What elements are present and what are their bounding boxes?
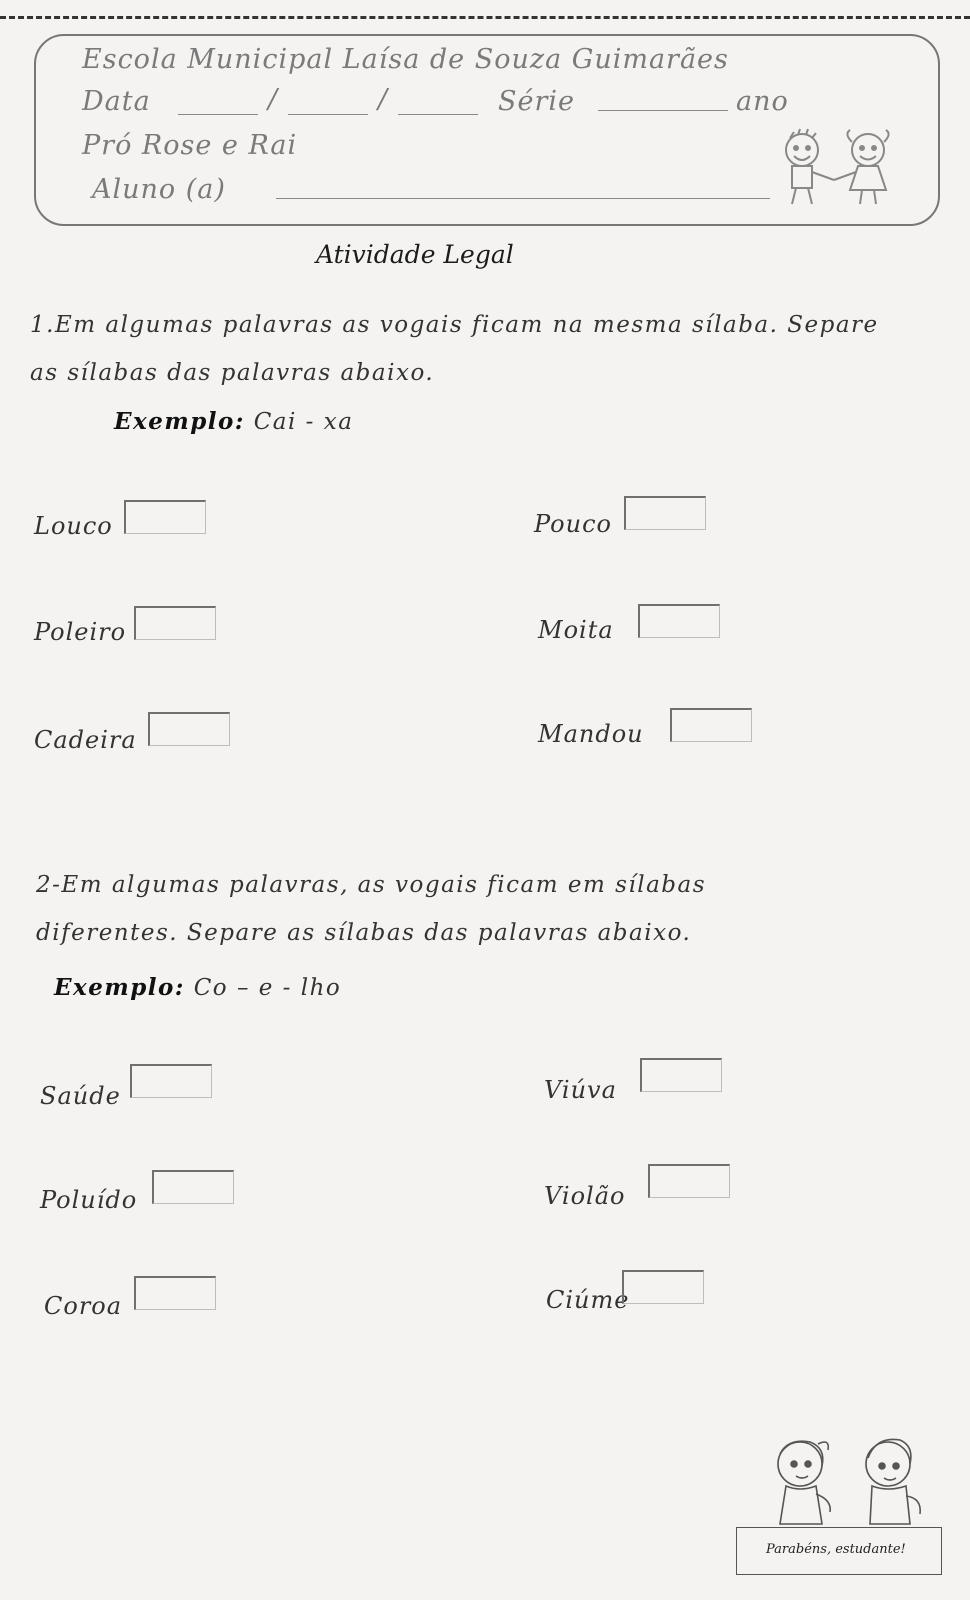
q2-answer-box-violao[interactable] bbox=[648, 1164, 730, 1198]
date-month-blank[interactable] bbox=[288, 114, 368, 115]
date-slash-2: / bbox=[378, 84, 389, 115]
kids-illustration bbox=[772, 128, 912, 208]
q2-answer-box-saude[interactable] bbox=[130, 1064, 212, 1098]
q2-instruction-line1: 2-Em algumas palavras, as vogais ficam em sílabas bbox=[36, 872, 707, 898]
date-slash-1: / bbox=[268, 84, 279, 115]
student-label: Aluno (a) bbox=[92, 174, 226, 205]
school-name: Escola Municipal Laísa de Souza Guimarães bbox=[82, 44, 729, 75]
q2-example bbox=[54, 974, 341, 1001]
date-day-blank[interactable] bbox=[178, 114, 258, 115]
q1-answer-box-cadeira[interactable] bbox=[148, 712, 230, 746]
q2-answer-box-poluido[interactable] bbox=[152, 1170, 234, 1204]
q2-word-coroa: Coroa bbox=[44, 1292, 123, 1320]
q1-answer-box-poleiro[interactable] bbox=[134, 606, 216, 640]
q1-word-moita: Moita bbox=[538, 616, 614, 644]
q2-word-poluido: Poluído bbox=[40, 1186, 138, 1214]
ano-label: ano bbox=[736, 86, 789, 117]
serie-blank[interactable] bbox=[598, 110, 728, 111]
q2-instruction-line2: diferentes. Separe as sílabas das palavras abaixo. bbox=[36, 920, 692, 946]
q2-word-violao: Violão bbox=[544, 1182, 626, 1210]
q2-answer-box-coroa[interactable] bbox=[134, 1276, 216, 1310]
q1-instruction-line2: as sílabas das palavras abaixo. bbox=[30, 360, 435, 386]
page-title: Atividade Legal bbox=[316, 240, 514, 269]
q1-answer-box-louco[interactable] bbox=[124, 500, 206, 534]
student-name-blank[interactable] bbox=[276, 198, 770, 199]
date-label: Data bbox=[82, 86, 151, 117]
q1-answer-box-mandou[interactable] bbox=[670, 708, 752, 742]
q2-example-label: Exemplo: bbox=[54, 974, 185, 1001]
q1-example bbox=[114, 408, 353, 435]
q1-word-cadeira: Cadeira bbox=[34, 726, 137, 754]
teachers-label: Pró Rose e Rai bbox=[82, 130, 298, 161]
q2-word-ciume: Ciúme bbox=[546, 1286, 630, 1314]
q2-word-viuva: Viúva bbox=[544, 1076, 617, 1104]
cut-line bbox=[0, 16, 970, 19]
q2-answer-box-ciume[interactable] bbox=[622, 1270, 704, 1304]
date-year-blank[interactable] bbox=[398, 114, 478, 115]
q2-example-value: Co – e - lho bbox=[193, 975, 342, 1001]
q1-answer-box-moita[interactable] bbox=[638, 604, 720, 638]
q1-example-label: Exemplo: bbox=[114, 408, 245, 435]
q1-instruction-line1: 1.Em algumas palavras as vogais ficam na mesma sílaba. Separe bbox=[30, 312, 879, 338]
serie-label: Série bbox=[498, 86, 575, 117]
footer-caption: Parabéns, estudante! bbox=[766, 1542, 906, 1557]
q1-word-louco: Louco bbox=[34, 512, 113, 540]
q2-word-saude: Saúde bbox=[40, 1082, 121, 1110]
q1-word-mandou: Mandou bbox=[538, 720, 644, 748]
q2-answer-box-viuva[interactable] bbox=[640, 1058, 722, 1092]
q1-word-poleiro: Poleiro bbox=[34, 618, 127, 646]
footer-kids-illustration bbox=[760, 1434, 940, 1530]
q1-example-value: Cai - xa bbox=[253, 409, 354, 435]
q1-word-pouco: Pouco bbox=[534, 510, 612, 538]
q1-answer-box-pouco[interactable] bbox=[624, 496, 706, 530]
